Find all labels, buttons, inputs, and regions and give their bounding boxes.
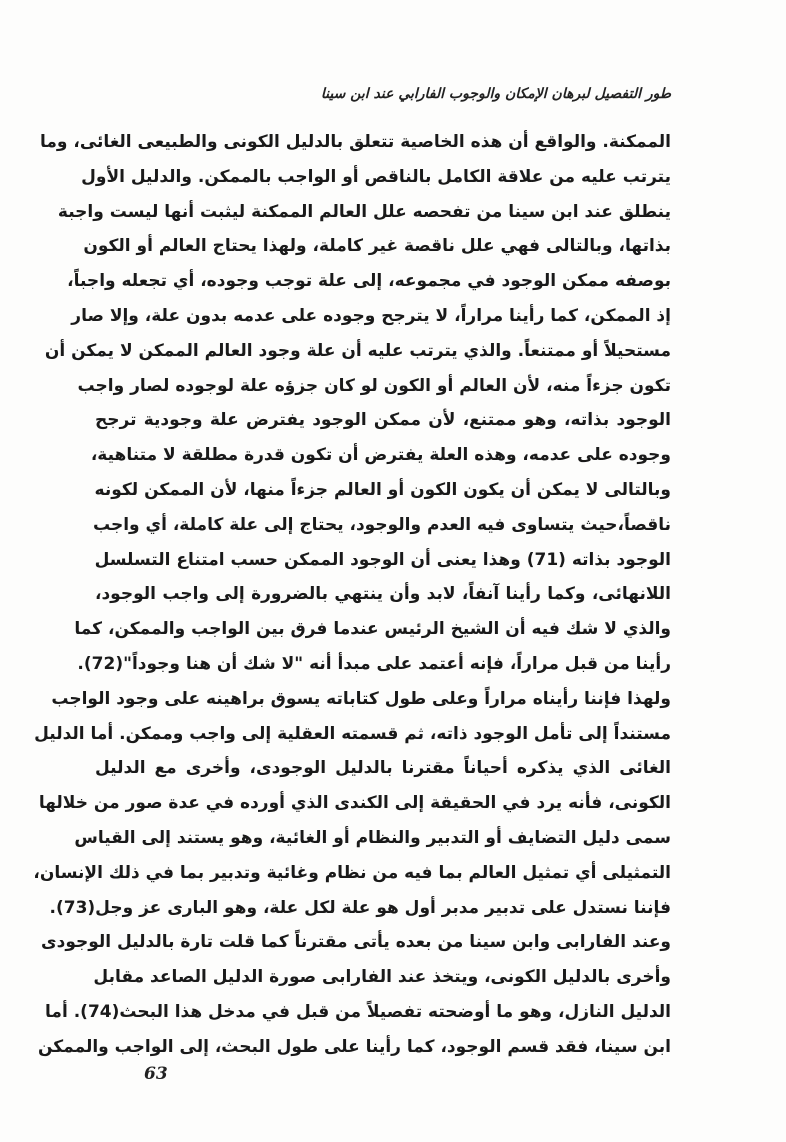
text-line: الكونى، فأنه يرد في الحقيقة إلى الكندى الذي أورده في عدة صور من خلالها	[38, 793, 671, 814]
text-line: وعند الفارابى وابن سينا من بعده يأتى مقترناً كما قلت تارة بالدليل الوجودى	[41, 932, 671, 953]
text-line: يترتب عليه من علاقة الكامل بالناقص أو الواجب بالممكن. والدليل الأول	[81, 166, 671, 187]
text-line: ناقصاً،حيث يتساوى فيه العدم والوجود، يحتاج إلى علة كاملة، أي واجب	[92, 514, 671, 535]
text-line: وأخرى بالدليل الكونى، ويتخذ عند الفارابى صورة الدليل الصاعد مقابل	[93, 967, 671, 988]
text-line: الممكنة. والواقع أن هذه الخاصية تتعلق بالدليل الكونى والطبيعى الغائى، وما	[40, 132, 671, 152]
text-line: وجوده على عدمه، وهذه العلة يفترض أن تكون قدرة مطلقة لا متناهية،	[90, 445, 671, 466]
text-line: الوجود بذاته، وهو ممتنع، لأن ممكن الوجود يفترض علة وجودية ترجح	[95, 410, 671, 431]
text-line: الدليل النازل، وهو ما أوضحته تفصيلاً من قبل في مدخل هذا البحث(74). أما	[45, 1001, 671, 1022]
text-line: والذي لا شك فيه أن الشيخ الرئيس عندما فرق بين الواجب والممكن، كما	[74, 619, 671, 640]
text-line: مستحيلاً أو ممتنعاً. والذي يترتب عليه أن علة وجود العالم الممكن لا يمكن أن	[44, 340, 671, 361]
text-line: ابن سينا، فقد قسم الوجود، كما رأينا على طول البحث، إلى الواجب والممكن	[37, 1036, 671, 1057]
text-line: مستنداً إلى تأمل الوجود ذاته، ثم قسمته العقلية إلى واجب وممكن. أما الدليل	[34, 723, 671, 744]
body-text	[33, 125, 671, 1065]
text-line: رأينا من قبل مراراً، فإنه أعتمد على مبدأ أنه "لا شك أن هنا وجوداً"(72).	[77, 653, 671, 674]
text-line: اللانهائى، وكما رأينا آنفاً، لابد وأن ينتهي بالضرورة إلى واجب الوجود،	[95, 584, 671, 605]
text-line: وبالتالى لا يمكن أن يكون الكون أو العالم جزءاً منها، لأن الممكن لكونه	[94, 479, 671, 500]
text-line: تكون جزءاً منه، لأن العالم أو الكون لو كان جزؤه علة لوجوده لصار واجب	[77, 375, 671, 396]
text-line: سمى دليل التضايف أو التدبير والنظام أو الغائية، وهو يستند إلى القياس	[74, 827, 671, 848]
page-number: 63	[144, 1064, 168, 1084]
text-line: الوجود بذاته (71) وهذا يعنى أن الوجود الممكن حسب امتناع التسلسل	[94, 549, 671, 570]
text-line: ولهذا فإننا رأيناه مراراً وعلى طول كتاباته يسوق براهينه على وجود الواجب	[51, 688, 671, 709]
text-line: التمثيلى أي تمثيل العالم بما فيه من نظام وغائية وتدبير بما في ذلك الإنسان،	[33, 862, 671, 883]
running-title: طور التفصيل لبرهان الإمكان والوجوب الفارابي عند ابن سينا	[320, 86, 671, 102]
running-header	[0, 86, 786, 116]
text-line: بوصفه ممكن الوجود في مجموعه، إلى علة توجب وجوده، أي تجعله واجباً،	[67, 271, 671, 292]
text-line: ينطلق عند ابن سينا من تفحصه علل العالم الممكنة ليثبت أنها ليست واجبة	[57, 201, 671, 222]
text-line: فإننا نستدل على تدبير مدبر أول هو علة لكل علة، وهو البارى عز وجل(73).	[49, 897, 671, 918]
text-line: إذ الممكن، كما رأينا مراراً، لا يترجح وجوده على عدمه بدون علة، وإلا صار	[71, 305, 671, 326]
text-line: الغائى الذي يذكره أحياناً مقترنا بالدليل الوجودى، وأخرى مع الدليل	[95, 758, 671, 779]
text-line: بذاتها، وبالتالى فهي علل ناقصة غير كاملة، ولهذا يحتاج العالم أو الكون	[83, 236, 671, 257]
